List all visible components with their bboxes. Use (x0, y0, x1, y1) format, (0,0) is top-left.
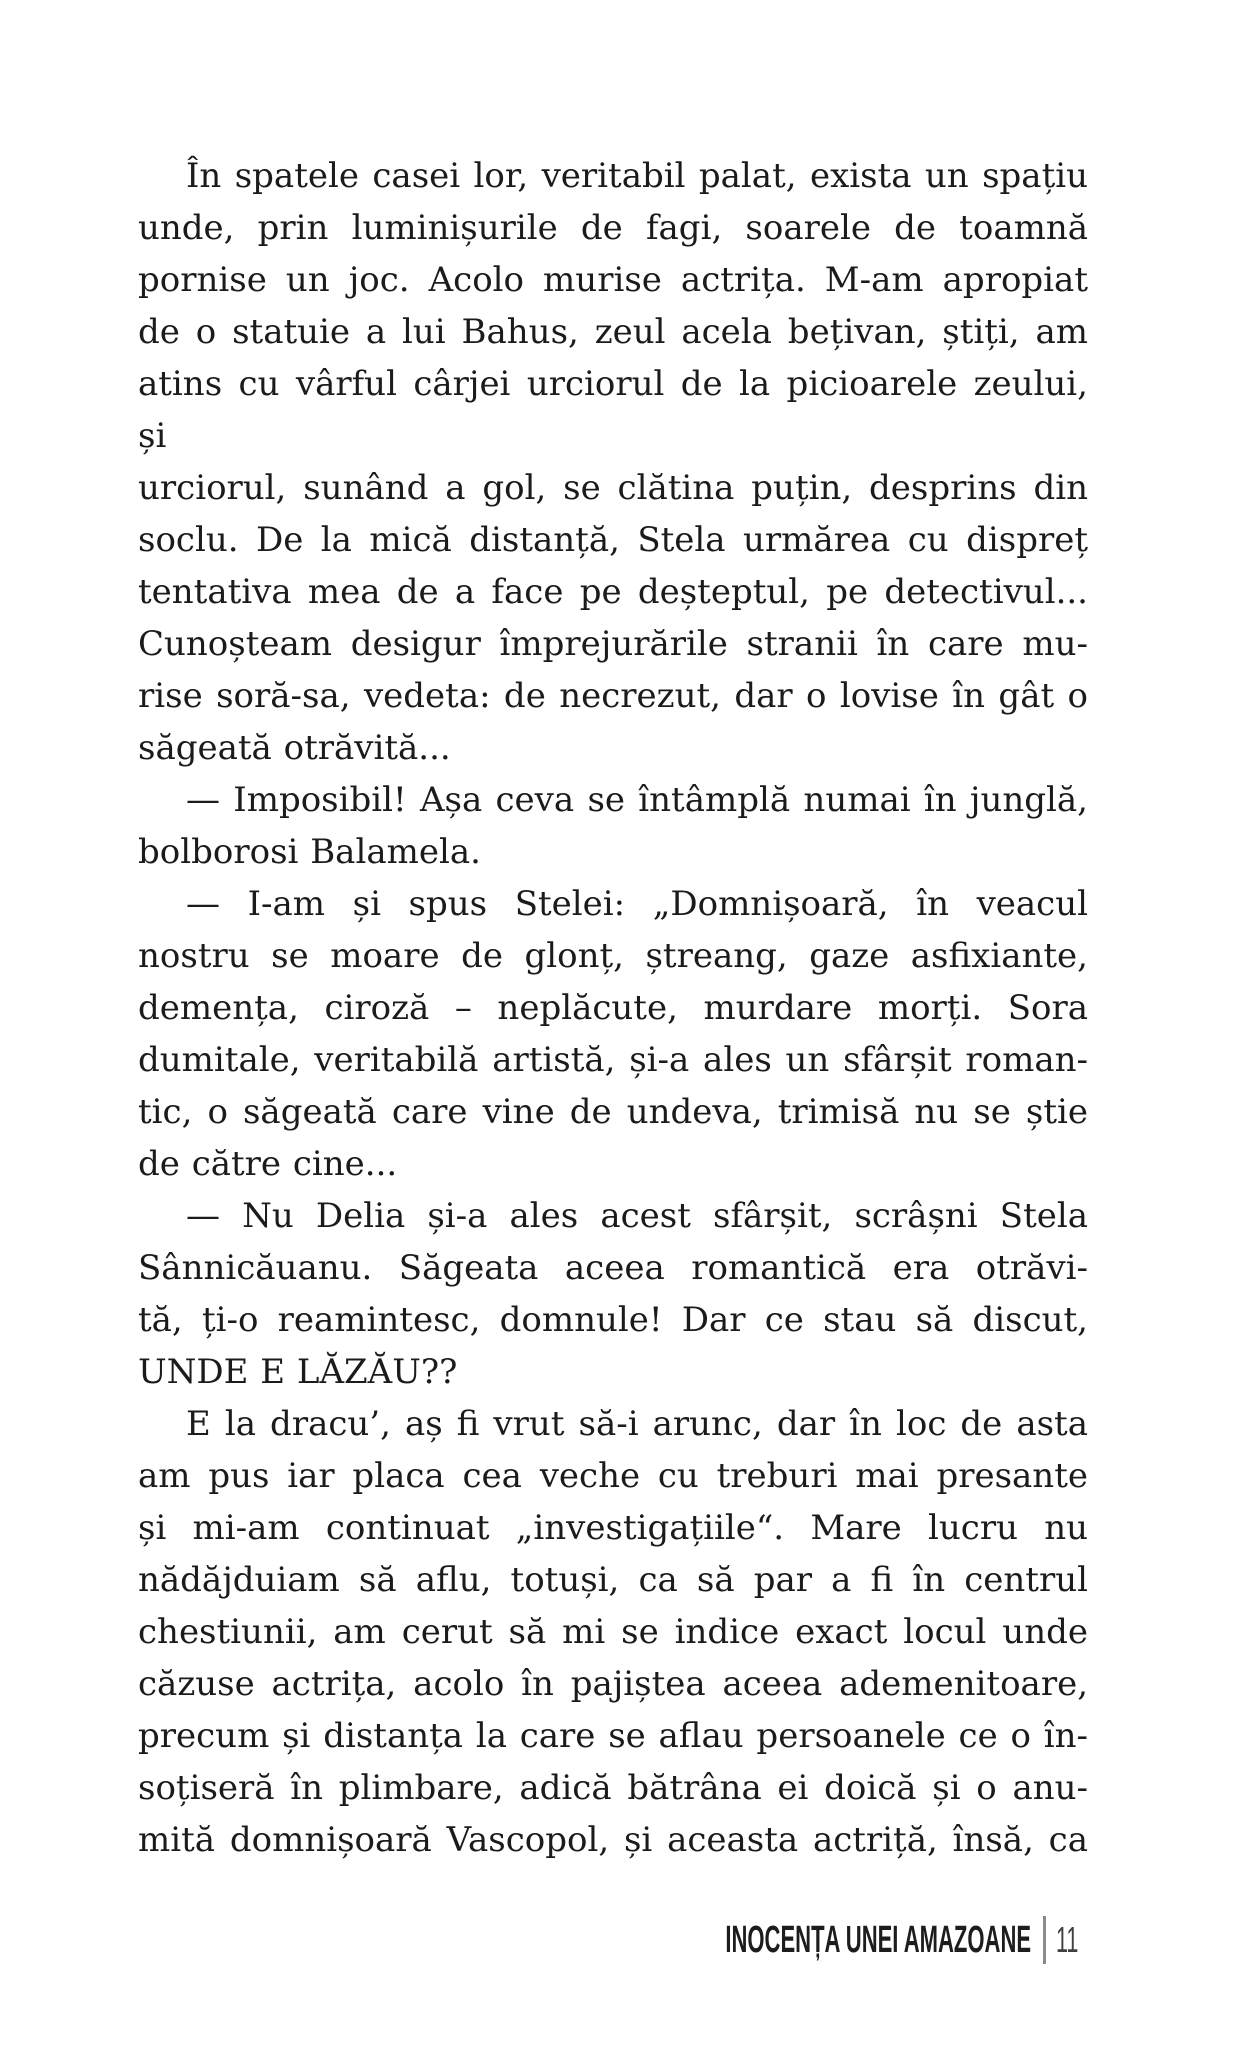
text-line: de către cine... (138, 1144, 398, 1184)
text-line: soclu. De la mică distanță, Stela urmărea cu dispreț (138, 520, 1088, 560)
text-line: nădăjduiam să aflu, totuși, ca să par a fi în centrul (138, 1560, 1088, 1600)
text-line: În spatele casei lor, veritabil palat, exista un spațiu (186, 156, 1088, 196)
text-line: tă, ți-o reamintesc, domnule! Dar ce stau să discut, (138, 1300, 1088, 1340)
text-line: Cunoșteam desigur împrejurările stranii în care mu- (138, 624, 1088, 664)
text-line: nostru se moare de glonț, ștreang, gaze asfixiante, (138, 936, 1088, 976)
text-line: E la dracu’, aș fi vrut să-i arunc, dar în loc de asta (186, 1404, 1088, 1444)
text-line: mită domnișoară Vascopol, și aceasta actriță, însă, ca (138, 1820, 1088, 1860)
text-line: bolborosi Balamela. (138, 832, 481, 872)
paragraph (138, 774, 1088, 878)
text-line: — I-am și spus Stelei: „Domnișoară, în veacul (186, 884, 1088, 924)
text-line: Sânnicăuanu. Săgeata aceea romantică era otrăvi- (138, 1248, 1088, 1288)
page-number: 11 (1055, 1919, 1079, 1960)
text-line: rise soră-sa, vedeta: de necrezut, dar o lovise în gât o (138, 676, 1088, 716)
text-line: — Nu Delia și-a ales acest sfârșit, scrâșni Stela (186, 1196, 1088, 1236)
text-line: tic, o săgeată care vine de undeva, trimisă nu se știe (138, 1092, 1088, 1132)
footer-separator (1043, 1916, 1046, 1964)
text-line: unde, prin luminișurile de fagi, soarele de toamnă (138, 208, 1088, 248)
running-footer-title: INOCENȚA UNEI AMAZOANE (724, 1918, 1031, 1961)
text-line: chestiunii, am cerut să mi se indice exact locul unde (138, 1612, 1088, 1652)
text-line: și mi-am continuat „investigațiile“. Mare lucru nu (138, 1508, 1088, 1548)
paragraph (138, 878, 1088, 1190)
text-line: săgeată otrăvită... (138, 728, 451, 768)
text-line: de o statuie a lui Bahus, zeul acela bețivan, știți, am (138, 312, 1088, 352)
paragraph (138, 1398, 1088, 1866)
text-line: — Imposibil! Așa ceva se întâmplă numai în junglă, (186, 780, 1088, 820)
text-line: UNDE E LĂZĂU?? (138, 1352, 458, 1392)
text-line: pornise un joc. Acolo murise actrița. M-am apropiat (138, 260, 1088, 300)
text-line: dumitale, veritabilă artistă, și-a ales un sfârșit roman- (138, 1040, 1088, 1080)
text-line: am pus iar placa cea veche cu treburi mai presante (138, 1456, 1088, 1496)
text-line: atins cu vârful cârjei urciorul de la picioarele zeului, și (138, 364, 1088, 456)
paragraph (138, 1190, 1088, 1398)
text-line: urciorul, sunând a gol, se clătina puțin, desprins din (138, 468, 1088, 508)
paragraph (138, 150, 1088, 774)
text-line: căzuse actrița, acolo în pajiștea aceea ademenitoare, (138, 1664, 1088, 1704)
text-line: tentativa mea de a face pe deșteptul, pe detectivul... (138, 572, 1088, 612)
text-line: precum și distanța la care se aflau persoanele ce o în- (138, 1716, 1088, 1756)
text-line: soțiseră în plimbare, adică bătrâna ei doică și o anu- (138, 1768, 1088, 1808)
text-line: demența, ciroză – neplăcute, murdare morți. Sora (138, 988, 1088, 1028)
page-text (138, 150, 1088, 1866)
page-footer (504, 1916, 1093, 1964)
